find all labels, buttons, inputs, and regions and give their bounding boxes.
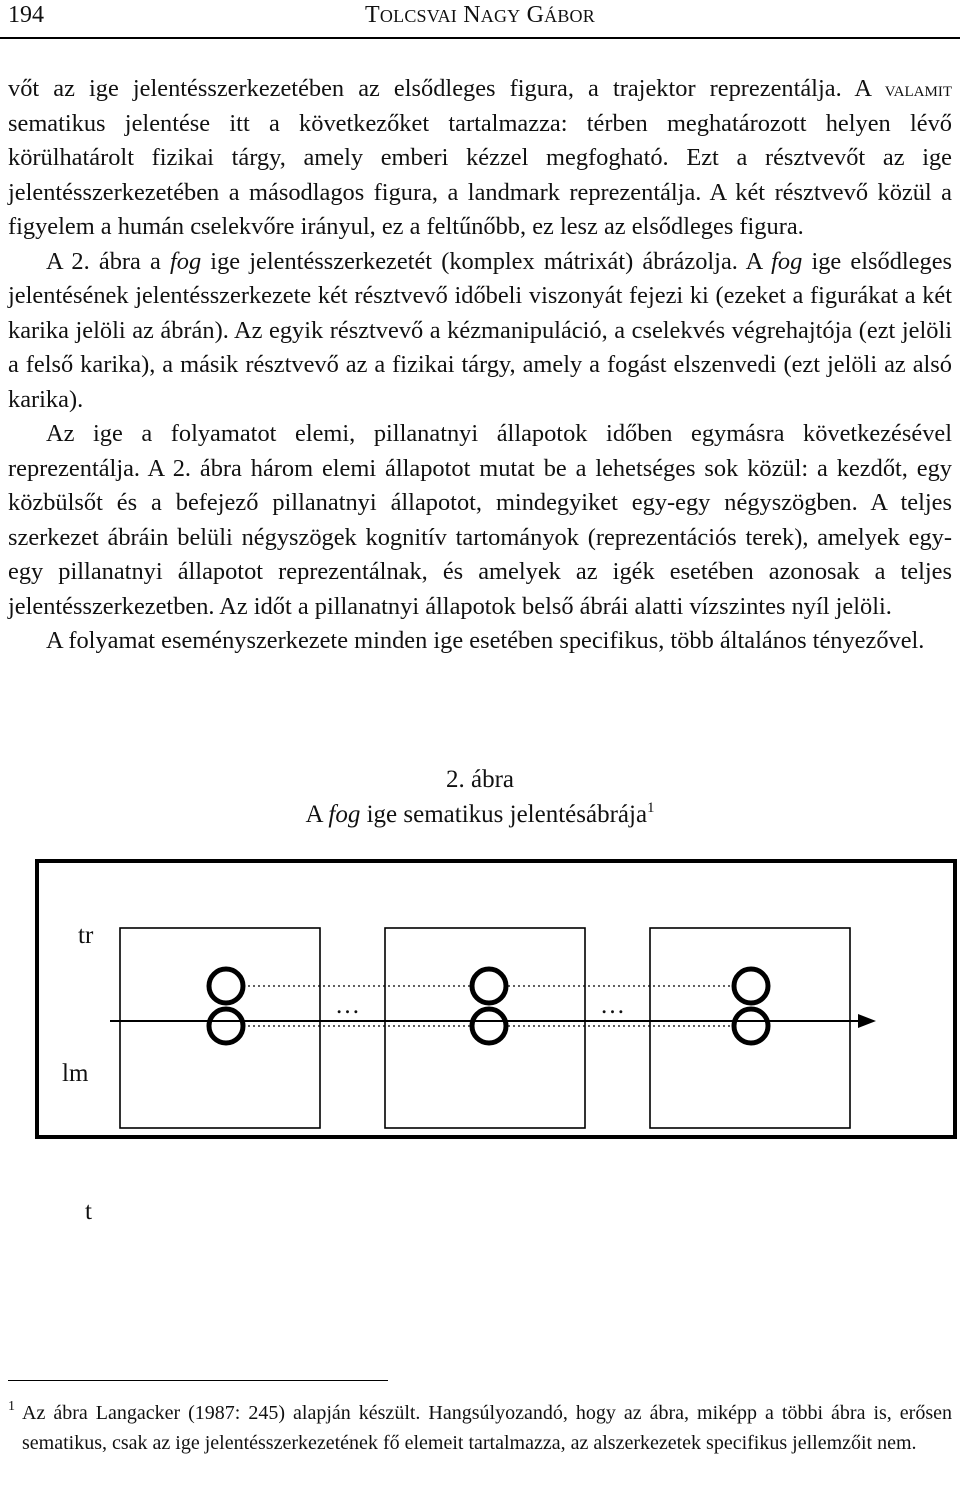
footnote-mark: 1 xyxy=(8,1399,15,1414)
lm-circle-3 xyxy=(734,1009,768,1043)
ellipsis-1: … xyxy=(335,992,360,1019)
paragraph-4: A folyamat eseményszerkezete minden ige esetében specifikus, több általános tényezővel. xyxy=(46,627,925,654)
tr-circle-2 xyxy=(472,969,506,1003)
body-text xyxy=(8,72,952,659)
label-tr: tr xyxy=(78,922,94,949)
paragraph-1: vőt az ige jelentésszerkezetében az elsődleges figura, a trajektor reprezentálja. A valamit sematikus jelentése itt a következőket tartalmazza: térben meghatározott helyen lévő körülhatárolt fizikai tárgy, amely emberi kézzel megfogható. Ezt a résztvevőt az ige jelentésszerkezetében a másodlagos figura, a landmark reprezentálja. A két résztvevő közül a figyelem a humán cselekvőre irányul, ez a feltűnőbb, ez lesz az elsődleges figura. xyxy=(8,75,952,240)
label-t: t xyxy=(85,1198,92,1225)
header-rule xyxy=(0,37,960,39)
footnote xyxy=(8,1398,952,1458)
diagram-svg xyxy=(0,840,960,1140)
semantic-diagram xyxy=(0,840,960,1225)
time-arrow-head xyxy=(858,1014,876,1028)
paragraph-2: A 2. ábra a fog ige jelentésszerkezetét (komplex mátrixát) ábrázolja. A fog ige elsődleges jelentésének jelentésszerkezete két résztvevő időbeli viszonyát fejezi ki (ezeket a figurákat a két karika jelöli az ábrán). Az egyik résztvevő a kézmanipuláció, a cselekvés végrehajtója (ezt jelöli a felső karika), a másik résztvevő az a fizikai tárgy, amely a fogást elszenvedi (ezt jelöli az alsó karika). xyxy=(8,247,953,413)
running-header xyxy=(0,0,960,36)
lm-circle-2 xyxy=(472,1009,506,1043)
label-lm: lm xyxy=(62,1060,89,1087)
tr-circle-1 xyxy=(209,969,243,1003)
paragraph-3: Az ige a folyamatot elemi, pillanatnyi állapotok időben egymásra következésével reprezentálja. A 2. ábra három elemi állapotot mutat be a lehetséges sok közül: a kezdőt, egy közbülsőt és a befejező pillanatnyi állapotot, mindegyiket egy-egy négyszögben. A teljes szerkezet ábráin belüli négyszögek kognitív tartományok (reprezentációs terek), amelyek egy-egy pillanatnyi állapotot reprezentálnak, és amelyek az igék esetében azonosak a teljes jelentésszerkezetben. Az időt a pillanatnyi állapotok belső ábrái alatti vízszintes nyíl jelöli. xyxy=(8,420,952,620)
page-number: 194 xyxy=(8,2,44,28)
figure-number: 2. ábra xyxy=(445,766,515,793)
tr-circle-3 xyxy=(734,969,768,1003)
footnote-rule xyxy=(8,1380,388,1381)
figure-title: A fog ige sematikus jelentésábrája$^1$ xyxy=(305,800,655,828)
ellipsis-2: … xyxy=(600,992,625,1019)
lm-circle-1 xyxy=(209,1009,243,1043)
running-head-author: TOLCSVAI NAGY GÁBOR xyxy=(365,2,595,28)
footnote-text: Az ábra Langacker (1987: 245) alapján készült. Hangsúlyozandó, hogy az ábra, miképp a többi ábra is, erősen sematikus, csak az ige jelentésszerkezetének fő elemeit tartalmazza, az alszerkezetek specifikus jellemzőit nem. xyxy=(22,1402,952,1454)
